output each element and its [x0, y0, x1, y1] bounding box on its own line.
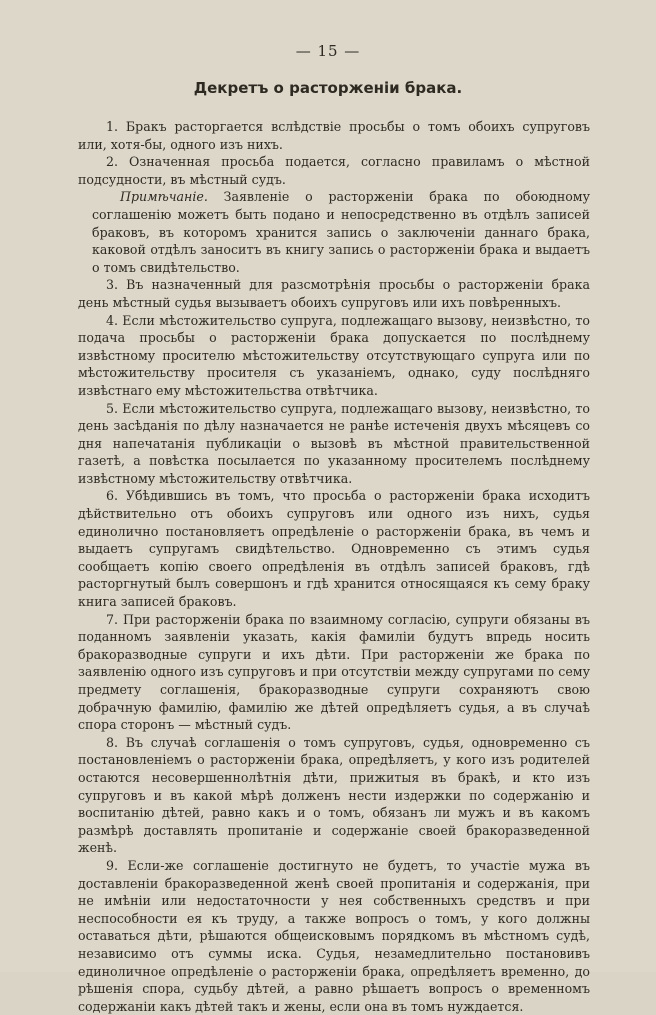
paragraph-6: 6. Убѣдившись въ томъ, что просьба о расторженіи брака исходитъ дѣйствительно отъ обоихъ супруговъ или одного изъ нихъ, судья единолично постановляетъ опредѣленіе о расторженіи брака, въ чемъ и выдаетъ супругамъ свидѣтельство. Одновременно съ этимъ судья сообщаетъ копію своего опредѣленія въ отдѣлъ записей браковъ, гдѣ расторгнутый былъ совершонъ и гдѣ хранится относящаяся къ сему браку книга записей браковъ.	[78, 488, 590, 610]
page-title: Декретъ о расторженіи брака.	[193, 79, 463, 97]
paragraph-4: 4. Если мѣстожительство супруга, подлежащаго вызову, неизвѣстно, то подача просьбы о расторженіи брака допускается по послѣднему извѣстному просителю мѣстожительству отсутствующаго супруга или по мѣстожительству просителя съ указаніемъ, однако, суду послѣдняго извѣстнаго ему мѣстожительства отвѣтчика.	[78, 312, 590, 398]
decree-body	[78, 118, 590, 1015]
page-number: — 15 —	[295, 42, 361, 60]
paragraph-7: 7. При расторженіи брака по взаимному согласію, супруги обязаны въ поданномъ заявленіи указать, какія фамиліи будутъ впредь носить бракоразводные супруги и ихъ дѣти. При расторженіи же брака по заявленію одного изъ супруговъ и при отсутствіи между супругами по сему предмету соглашенія, бракоразводные супруги сохраняютъ свою добрачную фамилію, фамилію же дѣтей опредѣляетъ судья, а въ случаѣ спора сторонъ — мѣстный судъ.	[78, 611, 590, 733]
note-paragraph	[78, 188, 590, 276]
note-text: Заявленіе о расторженіи брака по обоюдному соглашенію можетъ быть подано и непосредственно въ отдѣлъ записей браковъ, въ которомъ хранится запись о заключеніи даннаго брака, каковой отдѣлъ заноситъ въ книгу запись о расторженіи брака и выдаетъ о томъ свидѣтельство.	[92, 189, 590, 275]
note-label: Примѣчаніе.	[120, 189, 208, 205]
paragraph-1: 1. Бракъ расторгается вслѣдствіе просьбы о томъ обоихъ супруговъ или, хотя-бы, одного изъ нихъ.	[78, 119, 590, 152]
paragraph-5: 5. Если мѣстожительство супруга, подлежащаго вызову, неизвѣстно, то день засѣданія по дѣлу назначается не ранѣе истеченія двухъ мѣсяцевъ со дня напечатанія публикаціи о вызовѣ въ мѣстной правительственной газетѣ, а повѣстка посылается по указанному просителемъ послѣднему извѣстному мѣстожительству отвѣтчика.	[78, 400, 590, 486]
paragraph-2: 2. Означенная просьба подается, согласно правиламъ о мѣстной подсудности, въ мѣстный судъ.	[78, 154, 590, 187]
paragraph-9: 9. Если-же соглашеніе достигнуто не будетъ, то участіе мужа въ доставленіи бракоразведенной женѣ своей пропитанія и содержанія, при не имѣніи или недостаточности у нея собственныхъ средствъ и при неспособности ея къ труду, а также вопросъ о томъ, у кого должны оставаться дѣти, рѣшаются общеисковымъ порядкомъ въ мѣстномъ судѣ, независимо отъ суммы иска. Судья, незамедлительно постановивъ единоличное опредѣленіе о расторженіи брака, опредѣляетъ временно, до рѣшенія спора, судьбу дѣтей, а равно рѣшаетъ вопросъ о временномъ содержаніи какъ дѣтей такъ и жены, если она въ томъ нуждается.	[78, 857, 590, 1014]
paragraph-8: 8. Въ случаѣ соглашенія о томъ супруговъ, судья, одновременно съ постановленіемъ о расторженіи брака, опредѣляетъ, у кого изъ родителей остаются несовершеннолѣтнія дѣти, прижитыя въ бракѣ, и кто изъ супруговъ и въ какой мѣрѣ долженъ нести издержки по содержанію и воспитанію дѣтей, равно какъ и о томъ, обязанъ ли мужъ и въ какомъ размѣрѣ доставлять пропитаніе и содержаніе своей бракоразведенной женѣ.	[78, 734, 590, 856]
paragraph-3: 3. Въ назначенный для разсмотрѣнія просьбы о расторженіи брака день мѣстный судья вызываетъ обоихъ супруговъ или ихъ повѣренныхъ.	[78, 277, 590, 310]
